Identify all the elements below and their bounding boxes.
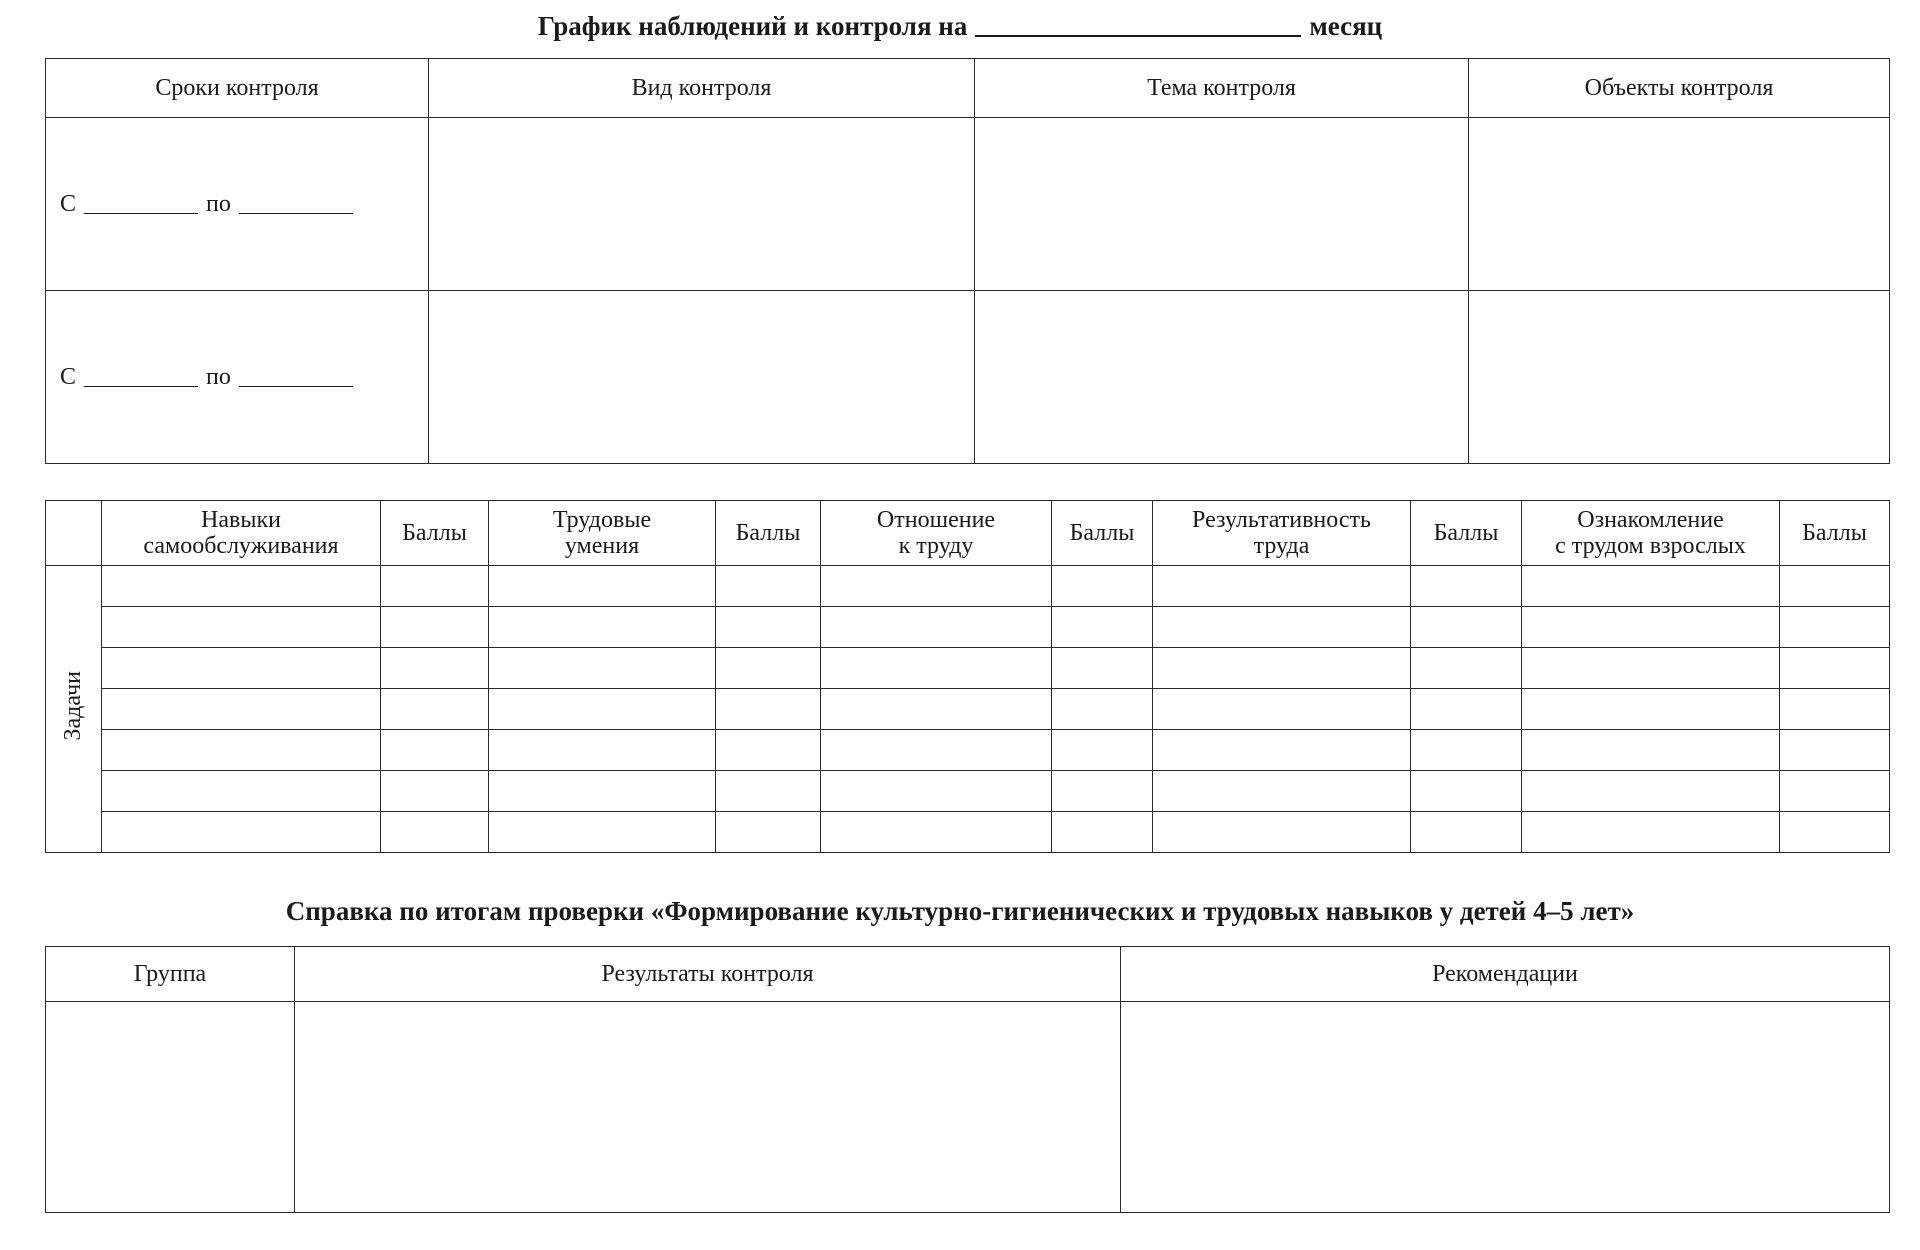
task-cell[interactable]: [1522, 812, 1780, 853]
control-results-cell[interactable]: [295, 1002, 1121, 1213]
task-cell[interactable]: [102, 648, 381, 689]
schedule-title-suffix: месяц: [1309, 11, 1383, 41]
task-cell[interactable]: [381, 812, 489, 853]
header-attitude-to-labor: Отношение к труду: [821, 501, 1052, 566]
task-cell[interactable]: [1780, 566, 1890, 607]
schedule-title-prefix: График наблюдений и контроля на: [537, 11, 968, 41]
task-cell[interactable]: [489, 730, 716, 771]
schedule-table: [45, 58, 1890, 464]
task-cell[interactable]: [1052, 648, 1153, 689]
schedule-header-row: [46, 59, 1890, 118]
task-cell[interactable]: [381, 607, 489, 648]
header-control-dates: Сроки контроля: [46, 59, 429, 118]
task-row: [46, 689, 1890, 730]
task-cell[interactable]: [1153, 607, 1411, 648]
task-cell[interactable]: [1153, 566, 1411, 607]
task-cell[interactable]: [821, 648, 1052, 689]
header-control-results: Результаты контроля: [295, 947, 1121, 1002]
task-cell[interactable]: [1153, 648, 1411, 689]
header-points: Баллы: [1411, 501, 1522, 566]
schedule-row: [46, 291, 1890, 464]
task-cell[interactable]: [716, 730, 821, 771]
task-cell[interactable]: [1522, 689, 1780, 730]
task-cell[interactable]: [821, 812, 1052, 853]
task-cell[interactable]: [489, 607, 716, 648]
task-cell[interactable]: [1780, 730, 1890, 771]
skills-table: [45, 500, 1890, 853]
task-cell[interactable]: [1522, 566, 1780, 607]
task-cell[interactable]: [821, 689, 1052, 730]
control-type-cell[interactable]: [429, 291, 975, 464]
task-cell[interactable]: [381, 648, 489, 689]
task-cell[interactable]: [716, 566, 821, 607]
task-row: [46, 812, 1890, 853]
task-row: [46, 730, 1890, 771]
control-topic-cell[interactable]: [975, 291, 1469, 464]
date-range-cell[interactable]: [46, 118, 429, 291]
task-cell[interactable]: [1153, 771, 1411, 812]
task-cell[interactable]: [821, 566, 1052, 607]
date-from-blank: [84, 386, 198, 387]
task-cell[interactable]: [821, 771, 1052, 812]
task-cell[interactable]: [102, 689, 381, 730]
task-cell[interactable]: [1052, 566, 1153, 607]
schedule-title: [0, 13, 1920, 40]
task-cell[interactable]: [716, 812, 821, 853]
control-objects-cell[interactable]: [1469, 118, 1890, 291]
month-blank-line: [975, 35, 1301, 37]
date-to-blank: [239, 213, 353, 214]
task-cell[interactable]: [716, 689, 821, 730]
date-from-label: С: [60, 363, 77, 390]
corner-cell: [46, 501, 102, 566]
skills-table-body: [46, 501, 1890, 853]
task-cell[interactable]: [1780, 771, 1890, 812]
header-points: Баллы: [716, 501, 821, 566]
task-cell[interactable]: [1522, 607, 1780, 648]
task-cell[interactable]: [489, 689, 716, 730]
report-header-row: [46, 947, 1890, 1002]
control-objects-cell[interactable]: [1469, 291, 1890, 464]
header-points: Баллы: [1780, 501, 1890, 566]
report-table: [45, 946, 1890, 1213]
header-self-service-skills: Навыки самообслуживания: [102, 501, 381, 566]
date-to-label: по: [206, 363, 231, 390]
task-cell[interactable]: [821, 730, 1052, 771]
header-adult-labor-familiarization: Ознакомление с трудом взрослых: [1522, 501, 1780, 566]
task-cell[interactable]: [716, 771, 821, 812]
task-cell[interactable]: [102, 607, 381, 648]
date-to-label: по: [206, 190, 231, 217]
group-cell[interactable]: [46, 1002, 295, 1213]
task-cell[interactable]: [1522, 648, 1780, 689]
report-row: [46, 1002, 1890, 1213]
task-cell[interactable]: [1153, 689, 1411, 730]
task-cell[interactable]: [1411, 566, 1522, 607]
task-cell[interactable]: [821, 607, 1052, 648]
task-row: [46, 648, 1890, 689]
task-cell[interactable]: [489, 566, 716, 607]
date-range-cell[interactable]: [46, 291, 429, 464]
task-row: [46, 771, 1890, 812]
header-points: Баллы: [1052, 501, 1153, 566]
header-control-topic: Тема контроля: [975, 59, 1469, 118]
task-cell[interactable]: [716, 607, 821, 648]
header-labor-effectiveness: Результативность труда: [1153, 501, 1411, 566]
date-from-label: С: [60, 190, 77, 217]
task-cell[interactable]: [1153, 730, 1411, 771]
task-cell[interactable]: [381, 566, 489, 607]
task-cell[interactable]: [381, 730, 489, 771]
task-cell[interactable]: [1780, 689, 1890, 730]
task-cell[interactable]: [1052, 607, 1153, 648]
task-cell[interactable]: [102, 771, 381, 812]
skills-header-row: [46, 501, 1890, 566]
date-to-blank: [239, 386, 353, 387]
tasks-row-group-label: Задачи: [46, 566, 102, 853]
header-labor-skills: Трудовые умения: [489, 501, 716, 566]
control-topic-cell[interactable]: [975, 118, 1469, 291]
task-cell[interactable]: [1522, 730, 1780, 771]
header-points: Баллы: [381, 501, 489, 566]
task-cell[interactable]: [1780, 607, 1890, 648]
header-control-type: Вид контроля: [429, 59, 975, 118]
task-cell[interactable]: [102, 566, 381, 607]
task-cell[interactable]: [1411, 648, 1522, 689]
report-title: Справка по итогам проверки «Формирование культурно-гигиенических и трудовых навыков у детей 4–5 лет»: [285, 896, 1635, 926]
task-cell[interactable]: [102, 730, 381, 771]
task-cell[interactable]: [1153, 812, 1411, 853]
task-cell[interactable]: [1411, 730, 1522, 771]
date-from-blank: [84, 213, 198, 214]
task-cell[interactable]: [1411, 607, 1522, 648]
header-control-objects: Объекты контроля: [1469, 59, 1890, 118]
task-cell[interactable]: [381, 771, 489, 812]
task-cell[interactable]: [1780, 812, 1890, 853]
task-row: [46, 607, 1890, 648]
task-cell[interactable]: [1411, 771, 1522, 812]
task-cell[interactable]: [1052, 689, 1153, 730]
task-cell[interactable]: [489, 812, 716, 853]
task-cell[interactable]: [1052, 771, 1153, 812]
task-cell[interactable]: [1411, 812, 1522, 853]
task-cell[interactable]: [381, 689, 489, 730]
task-cell[interactable]: [489, 771, 716, 812]
schedule-row: [46, 118, 1890, 291]
task-cell[interactable]: [1522, 771, 1780, 812]
header-group: Группа: [46, 947, 295, 1002]
header-recommendations: Рекомендации: [1121, 947, 1890, 1002]
task-cell[interactable]: [102, 812, 381, 853]
control-type-cell[interactable]: [429, 118, 975, 291]
task-cell[interactable]: [1411, 689, 1522, 730]
task-cell[interactable]: [1052, 730, 1153, 771]
task-cell[interactable]: [489, 648, 716, 689]
task-cell[interactable]: [1052, 812, 1153, 853]
task-row: [46, 566, 1890, 607]
recommendations-cell[interactable]: [1121, 1002, 1890, 1213]
task-cell[interactable]: [716, 648, 821, 689]
task-cell[interactable]: [1780, 648, 1890, 689]
